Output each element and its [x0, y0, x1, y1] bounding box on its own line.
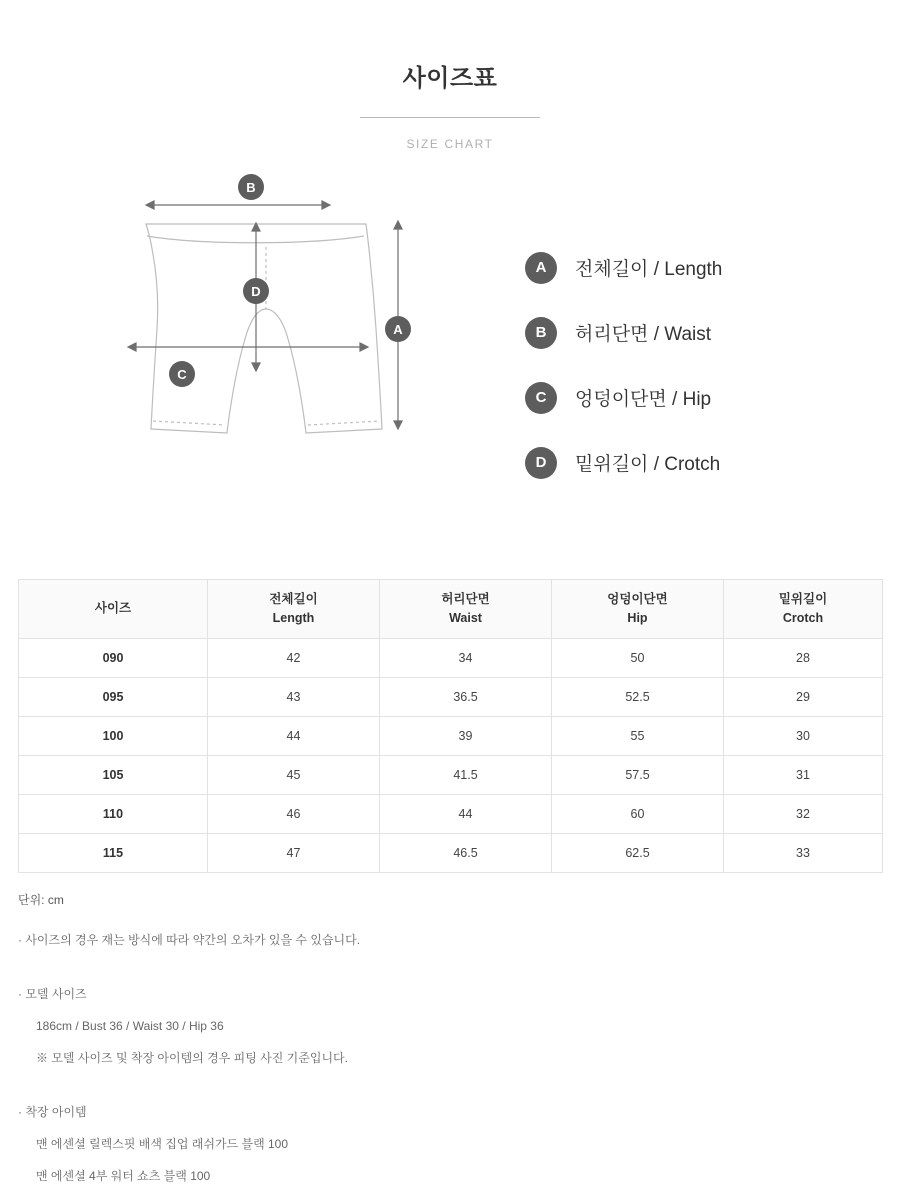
- cell-waist: 44: [380, 794, 552, 833]
- cell-waist: 36.5: [380, 677, 552, 716]
- col-header-length-en: Length: [272, 610, 315, 625]
- page-title: 사이즈표: [402, 65, 498, 92]
- col-header-size: [19, 580, 208, 639]
- measurement-diagram-section: [0, 180, 900, 549]
- cell-waist: 46.5: [380, 833, 552, 872]
- table-row: [19, 716, 883, 755]
- cell-crotch: 31: [724, 755, 883, 794]
- model-size-detail: 186cm / Bust 36 / Waist 30 / Hip 36: [36, 1018, 224, 1033]
- col-header-hip-ko: 엉덩이단면: [607, 592, 668, 606]
- diagram-marker-d-label: D: [251, 284, 261, 299]
- notes-spacer: [18, 1067, 882, 1103]
- col-header-size-ko: 사이즈: [94, 601, 132, 616]
- table-header-row: [19, 580, 883, 639]
- col-header-length: [208, 580, 380, 639]
- diagram-marker-c-label: C: [177, 367, 187, 382]
- model-size-note: ※ 모델 사이즈 및 착장 아이템의 경우 피팅 사진 기준입니다.: [36, 1050, 348, 1065]
- legend-label-waist: 허리단면 / Waist: [575, 324, 712, 345]
- cell-crotch: 32: [724, 794, 883, 833]
- legend-item-length: [525, 235, 865, 300]
- legend-badge-d: D: [525, 447, 557, 479]
- notes-spacer: [18, 1035, 882, 1049]
- legend-badge-b: B: [525, 317, 557, 349]
- legend-badge-a: A: [525, 252, 557, 284]
- legend-item-hip: [525, 365, 865, 430]
- col-header-hip-en: Hip: [627, 610, 648, 625]
- cell-hip: 55: [552, 716, 724, 755]
- cell-size: 090: [19, 638, 208, 677]
- notes-spacer: [18, 1153, 882, 1167]
- shorts-diagram-svg: [110, 180, 450, 519]
- legend-badge-c: C: [525, 382, 557, 414]
- tolerance-note: · 사이즈의 경우 재는 방식에 따라 약간의 오차가 있을 수 있습니다.: [18, 932, 361, 947]
- col-header-crotch: [724, 580, 883, 639]
- notes-spacer: [18, 1003, 882, 1017]
- size-table-body: [19, 638, 883, 872]
- cell-size: 115: [19, 833, 208, 872]
- cell-hip: 52.5: [552, 677, 724, 716]
- title-divider: [360, 117, 540, 118]
- cell-hip: 50: [552, 638, 724, 677]
- col-header-waist-ko: 허리단면: [441, 592, 490, 606]
- col-header-crotch-ko: 밑위길이: [778, 592, 828, 606]
- col-header-waist-en: Waist: [449, 610, 482, 625]
- cell-size: 100: [19, 716, 208, 755]
- legend-item-waist: [525, 300, 865, 365]
- model-size-heading: · 모델 사이즈: [18, 986, 87, 1001]
- notes-spacer: [18, 1121, 882, 1135]
- col-header-waist: [380, 580, 552, 639]
- cell-length: 44: [208, 716, 380, 755]
- worn-item-2: 맨 에센셜 4부 워터 쇼츠 블랙 100: [36, 1168, 211, 1183]
- table-row: [19, 638, 883, 677]
- cell-size: 105: [19, 755, 208, 794]
- worn-item-1: 맨 에센셜 릴렉스핏 배색 집업 래쉬가드 블랙 100: [36, 1136, 289, 1151]
- size-table-section: [18, 579, 882, 873]
- worn-items-heading: · 착장 아이템: [18, 1104, 87, 1119]
- diagram-marker-b-label: B: [246, 180, 256, 195]
- table-row: [19, 833, 883, 872]
- size-table: [18, 579, 883, 873]
- notes-spacer: [18, 949, 882, 985]
- cell-crotch: 33: [724, 833, 883, 872]
- cell-waist: 39: [380, 716, 552, 755]
- legend-item-crotch: [525, 430, 865, 495]
- cell-crotch: 28: [724, 638, 883, 677]
- cell-length: 45: [208, 755, 380, 794]
- notes-section: [18, 891, 882, 1185]
- cell-hip: 60: [552, 794, 724, 833]
- col-header-hip: [552, 580, 724, 639]
- cell-length: 43: [208, 677, 380, 716]
- col-header-length-ko: 전체길이: [269, 592, 318, 606]
- measurement-legend: [525, 235, 865, 495]
- cell-hip: 57.5: [552, 755, 724, 794]
- cell-length: 46: [208, 794, 380, 833]
- legend-label-crotch: 밑위길이 / Crotch: [575, 454, 721, 475]
- table-row: [19, 755, 883, 794]
- cell-waist: 34: [380, 638, 552, 677]
- diagram-marker-a-label: A: [393, 322, 403, 337]
- legend-label-length: 전체길이 / Length: [575, 259, 723, 280]
- cell-length: 42: [208, 638, 380, 677]
- size-table-head: [19, 580, 883, 639]
- shorts-diagram: [110, 180, 450, 519]
- page-header: [0, 0, 900, 151]
- cell-crotch: 29: [724, 677, 883, 716]
- cell-length: 47: [208, 833, 380, 872]
- unit-note: 단위: cm: [18, 892, 64, 907]
- table-row: [19, 794, 883, 833]
- col-header-crotch-en: Crotch: [782, 610, 824, 625]
- table-row: [19, 677, 883, 716]
- cell-waist: 41.5: [380, 755, 552, 794]
- cell-size: 095: [19, 677, 208, 716]
- page-subtitle: SIZE CHART: [406, 137, 494, 151]
- legend-label-hip: 엉덩이단면 / Hip: [575, 389, 712, 410]
- cell-crotch: 30: [724, 716, 883, 755]
- cell-hip: 62.5: [552, 833, 724, 872]
- cell-size: 110: [19, 794, 208, 833]
